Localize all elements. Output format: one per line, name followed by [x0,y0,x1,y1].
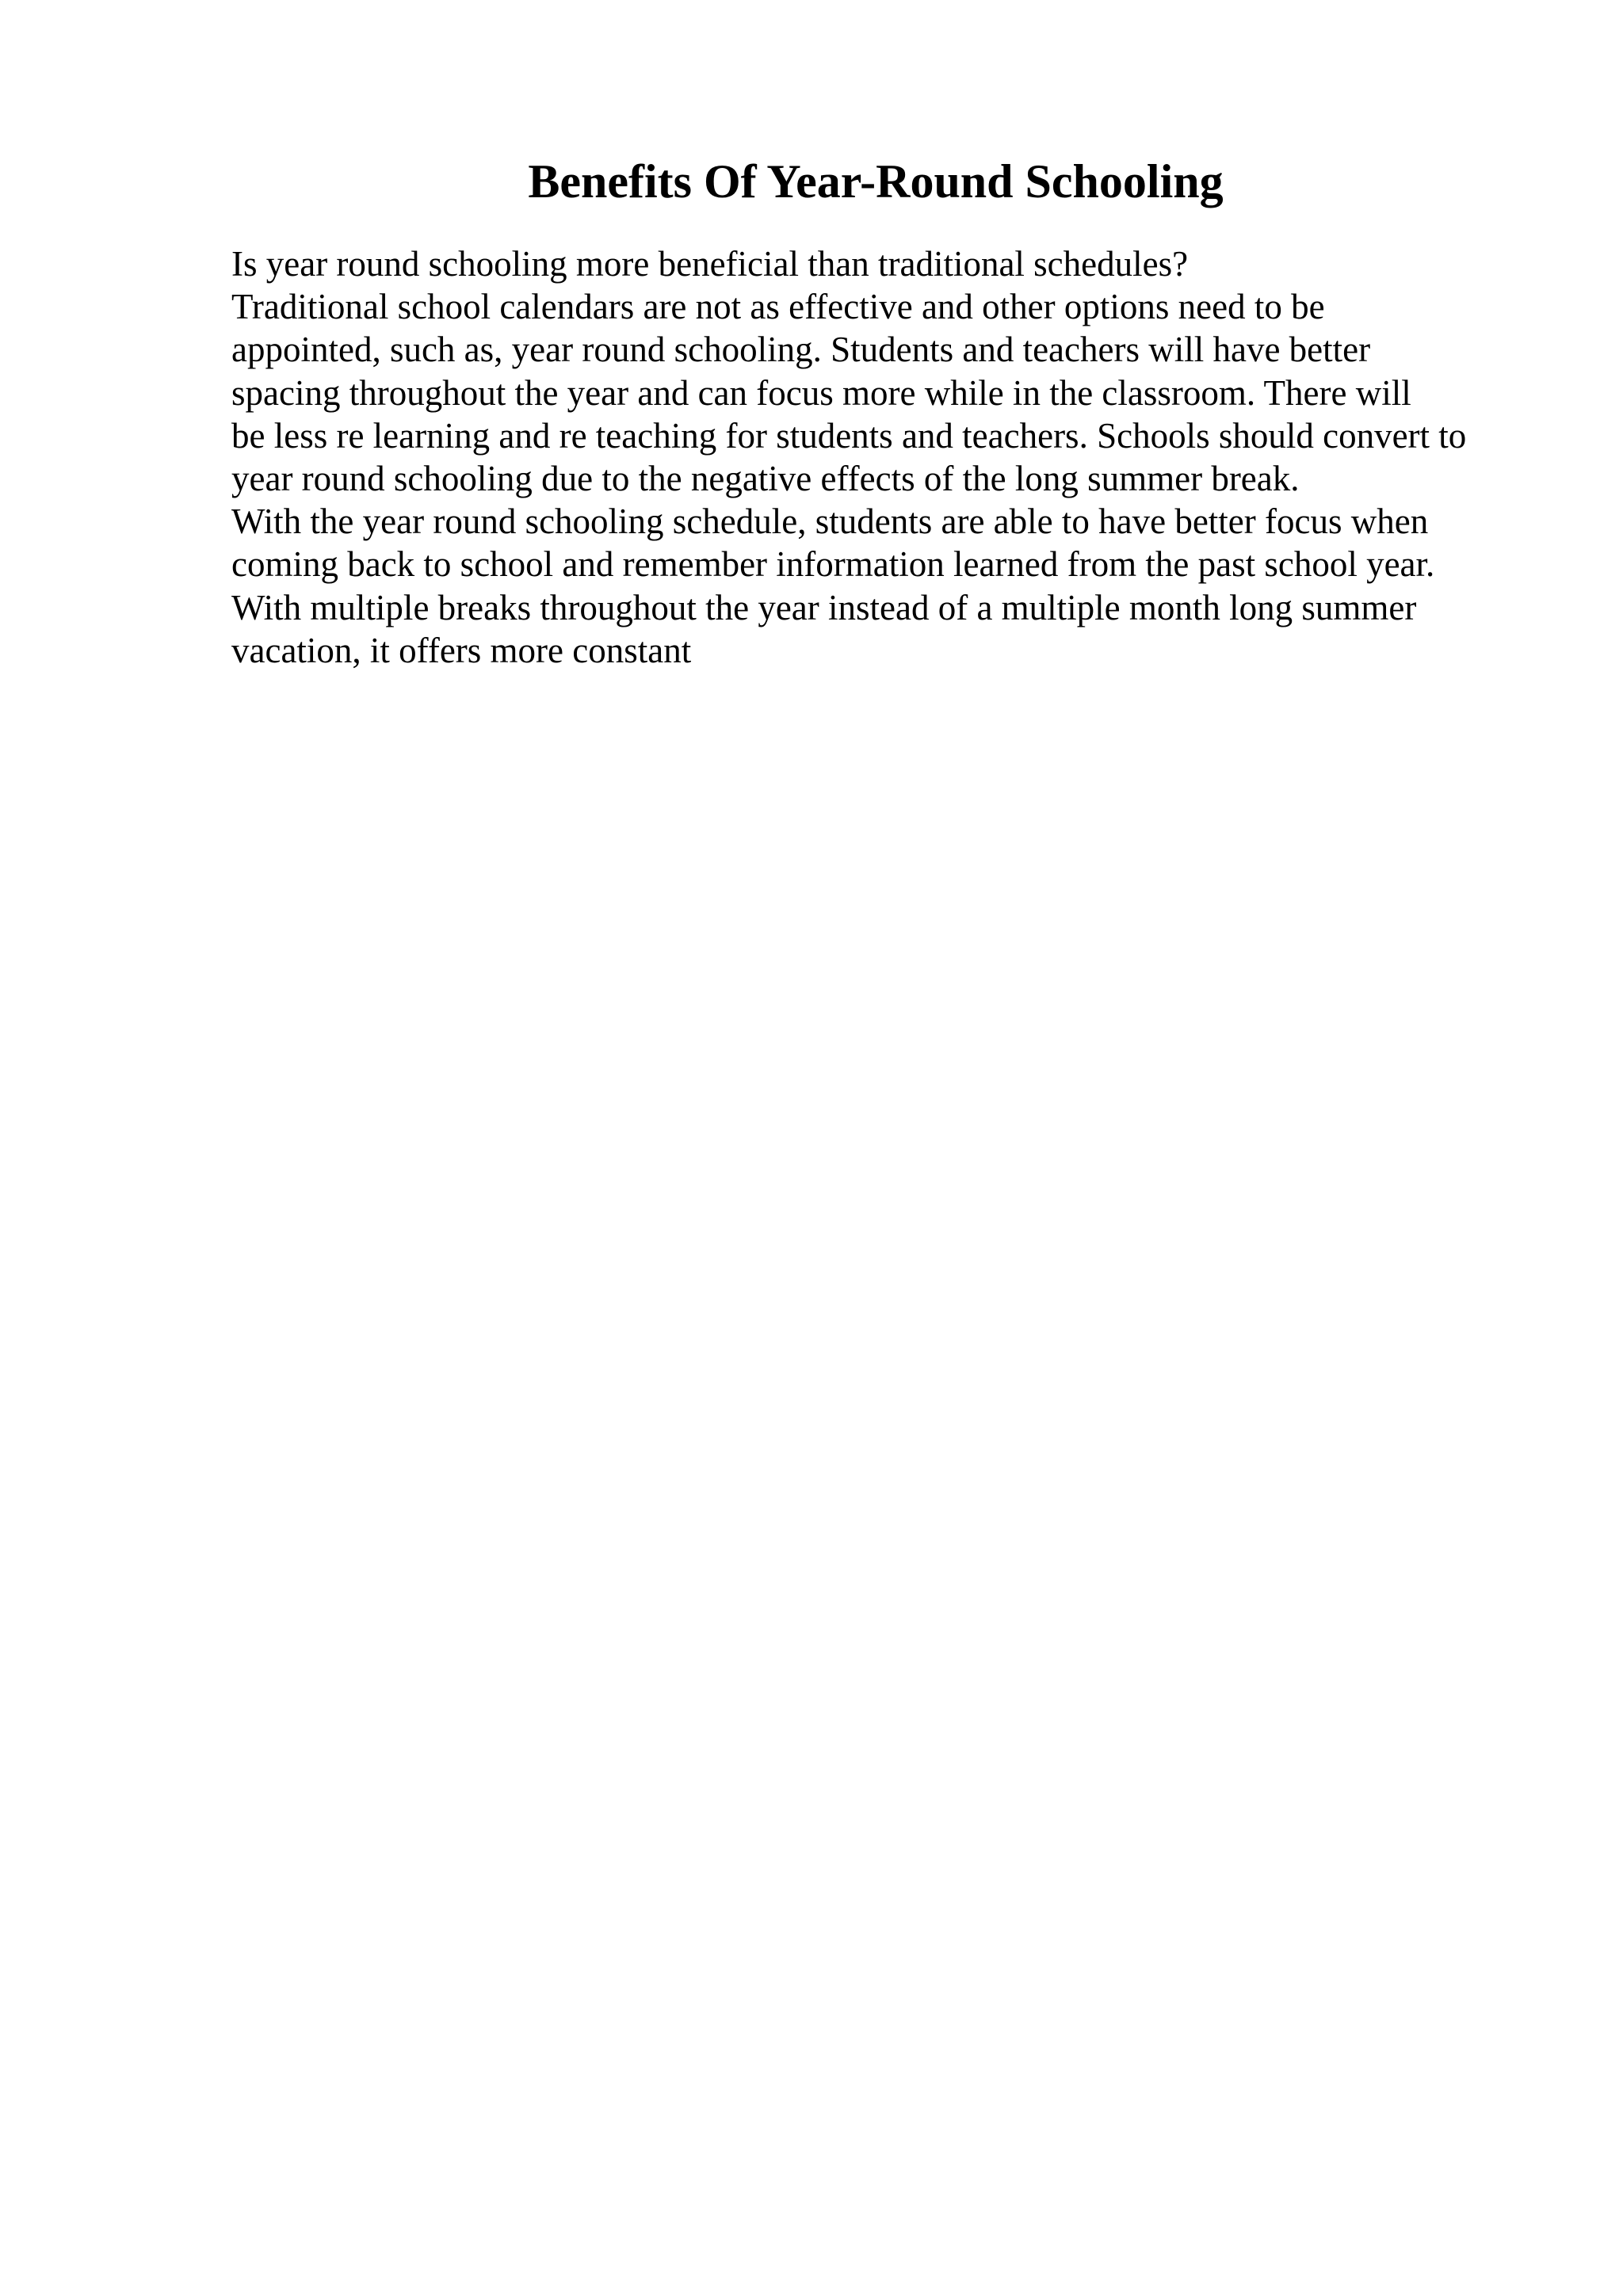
body-line: be less re learning and re teaching for students and teachers. Schools should convert to [231,415,1467,456]
document-title: Benefits Of Year-Round Schooling [528,155,1224,208]
body-line: year round schooling due to the negative effects of the long summer break. [231,459,1300,499]
body-line: With the year round schooling schedule, students are able to have better focus when [231,502,1429,542]
body-line: vacation, it offers more constant [231,630,692,670]
body-line: With multiple breaks throughout the year instead of a multiple month long summer [231,587,1417,627]
body-line: spacing throughout the year and can focus more while in the classroom. There will [231,372,1411,413]
body-line: Traditional school calendars are not as effective and other options need to be [231,287,1325,327]
body-line: appointed, such as, year round schooling. Students and teachers will have better [231,330,1371,370]
body-line: Is year round schooling more beneficial than traditional schedules? [231,244,1189,284]
document-body [231,242,1610,672]
body-line: coming back to school and remember information learned from the past school year. [231,544,1435,585]
